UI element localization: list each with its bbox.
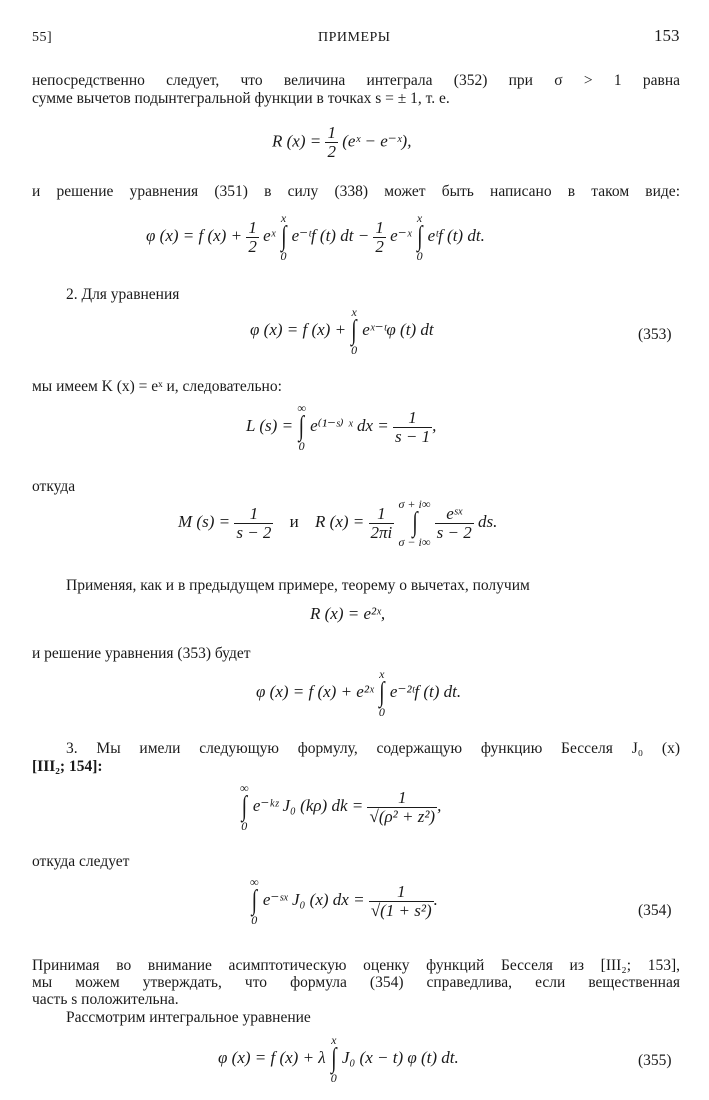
paragraph-line: Принимая во внимание асимптотическую оценку функций Бесселя из [III₂; 153], [32, 957, 680, 974]
fraction: $\frac{1}{\text{√(ρ² + z²)}}$ [369, 787, 436, 826]
fraction: $\frac{1}{2}$ [327, 123, 336, 161]
equation-label: (355) [638, 1052, 672, 1069]
paragraph-line: 3. Мы имели следующую формулу, содержащую функцию Бесселя J₀ (x) [66, 740, 680, 757]
integral-sign: x ∫ 0 [351, 305, 358, 357]
integral-sign: ∞ ∫ 0 [250, 875, 259, 927]
running-title: ПРИМЕРЫ [318, 30, 391, 45]
integral-sign: σ + i∞ ∫ σ − i∞ [398, 497, 431, 549]
paragraph-line: откуда [32, 478, 76, 495]
integral-sign: x ∫ 0 [330, 1033, 337, 1085]
fraction: $\frac{1}{\text{√(1 + s²)}}$ [370, 881, 432, 920]
equation-bessel-integral: ∞ ∫ 0 e⁻ᵏᶻ J₀ (kρ) dk = $\frac{1}{\text{√(ρ² + z²)}}$ , [240, 781, 442, 833]
item-heading: 2. Для уравнения [66, 286, 180, 303]
equation-r: R (x) = $\frac{1}{2}$ (eˣ − e⁻ˣ), [272, 123, 412, 161]
paragraph-line: Рассмотрим интегральное уравнение [66, 1009, 311, 1026]
paragraph-line: Применяя, как и в предыдущем примере, теорему о вычетах, получим [66, 577, 530, 594]
fraction: $\frac{1}{s - 2}$ [236, 503, 272, 542]
paragraph-line: часть s положительна. [32, 991, 179, 1008]
paragraph-line: и решение уравнения (351) в силу (338) может быть написано в таком виде: [32, 183, 680, 200]
paragraph-line: мы имеем K (x) = eˣ и, следовательно: [32, 378, 282, 395]
integral-sign: ∞ ∫ 0 [240, 781, 249, 833]
citation: [III₂; 154]: [32, 758, 103, 775]
paragraph-line: мы можем утверждать, что формула (354) справедлива, если вещественная [32, 974, 680, 991]
fraction: $\frac{\text{eˢˣ}}{s - 2}$ [436, 503, 472, 542]
integral-sign: x ∫ 0 [416, 211, 423, 263]
page-number: 153 [654, 26, 680, 45]
fraction: $\frac{1}{2\pi i}$ [370, 503, 393, 542]
fraction: $\frac{1}{2}$ [375, 217, 384, 256]
section-number: 55] [32, 30, 53, 45]
paragraph-line: и решение уравнения (353) будет [32, 645, 251, 662]
paragraph-line: сумме вычетов подынтегральной функции в точках s = ± 1, т. е. [32, 90, 450, 107]
equation-r-result: R (x) = e²ˣ, [310, 604, 386, 623]
integral-sign: x ∫ 0 [280, 211, 287, 263]
paragraph-line: непосредственно следует, что величина интеграла (352) при σ > 1 равна [32, 72, 680, 89]
integral-sign: ∞ ∫ 0 [297, 401, 306, 453]
equation-m-r: M (s) = $\frac{1}{s - 2}$ и R (x) = $\frac{1}{2\pi i}$ σ + i∞ ∫ σ − i∞ $\frac{\text{eˢˣ}}{s - 2}$ ds. [178, 497, 498, 549]
equation-phi-solution-2: φ (x) = f (x) + e²ˣ x ∫ 0 e⁻²ᵗf (t) dt. [256, 667, 462, 719]
integral-sign: x ∫ 0 [378, 667, 385, 719]
fraction: $\frac{1}{s - 1}$ [395, 407, 431, 446]
equation-353: φ (x) = f (x) + x ∫ 0 eˣ⁻ᵗφ (t) dt [250, 305, 434, 357]
equation-label: (353) [638, 326, 672, 343]
paragraph-line: откуда следует [32, 853, 130, 870]
equation-355: φ (x) = f (x) + λ x ∫ 0 J₀ (x − t) φ (t) dt. [218, 1033, 459, 1085]
equation-label: (354) [638, 902, 672, 919]
fraction: $\frac{1}{2}$ [248, 217, 257, 256]
equation-354: ∞ ∫ 0 e⁻ˢˣ J₀ (x) dx = $\frac{1}{\text{√(1 + s²)}}$ . [250, 875, 438, 927]
equation-phi-solution: φ (x) = f (x) + $\frac{1}{2}$ eˣ x ∫ 0 e⁻ᵗf (t) dt − $\frac{1}{2}$ e⁻ˣ x ∫ 0 eᵗf (t) dt. [146, 211, 485, 263]
equation-laplace: L (s) = ∞ ∫ 0 e⁽¹⁻ˢ⁾ ˣ dx = $\frac{1}{s - 1}$ , [246, 401, 437, 453]
